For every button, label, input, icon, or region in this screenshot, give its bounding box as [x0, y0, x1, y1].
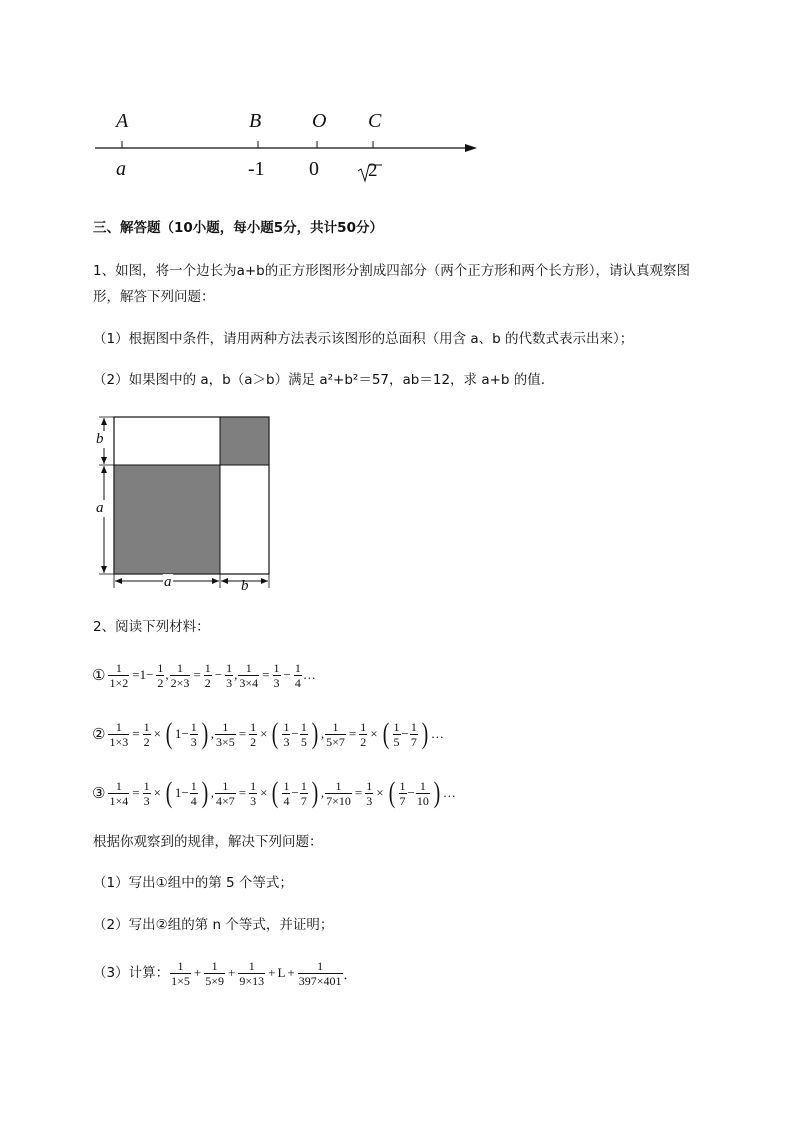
value-b-label: -1 — [248, 158, 265, 180]
q1-sub1: （1）根据图中条件，请用两种方法表示该图形的总面积（用含 a、b 的代数式表示出来）； — [93, 331, 634, 347]
marker-2: ② — [92, 725, 106, 743]
ellipsis-2: … — [430, 726, 444, 741]
point-b-label: B — [249, 110, 262, 132]
q2-row3: ③ $\frac{1}{1\times 4}$ = $\frac{1}{3}$ × ( 1− $\frac{1}{4}$ ) , $\frac{1}{4\times 7}$ = $\frac{1}{3}$ × ( $\frac{1}{4}$ − $\frac{1}{7}$ ) , $\frac{1}{7\times 10}$ = $\frac{1}{3}$ × ( $\frac{1}{7}$ − $\frac{1}{10}$ ) … — [92, 776, 456, 809]
large-shaded-square — [114, 465, 220, 574]
point-o-label: O — [312, 110, 327, 132]
number-line-arrow — [465, 144, 477, 152]
value-o-label: 0 — [309, 158, 319, 180]
q2-sub3-label: （3）计算： — [93, 965, 170, 981]
period: ． — [343, 966, 357, 982]
q2-intro: 2、阅读下列材料： — [93, 619, 210, 635]
fig-label-b-left: b — [96, 431, 104, 447]
square-partition-figure — [92, 410, 282, 600]
value-a-label: a — [116, 158, 126, 180]
fig-label-a-bottom: a — [164, 574, 172, 590]
fig-label-b-bottom: b — [241, 578, 249, 594]
marker-1: ① — [92, 666, 106, 684]
q1-sub2: （2）如果图中的 a，b（a＞b）满足 a²+b²＝57，ab＝12，求 a+b 的值． — [93, 372, 555, 388]
q2-sub3: （3）计算： $\frac{1}{1\times 5}$ + $\frac{1}{5\times 9}$ + $\frac{1}{9\times 13}$ + L + $\frac{1}{397\times 401}$ ． — [93, 958, 357, 988]
q2-sub2: （2）写出②组的第 n 个等式，并证明； — [93, 917, 334, 933]
q2-sub1: （1）写出①组中的第 5 个等式； — [93, 875, 293, 891]
number-line-figure — [90, 105, 490, 190]
q2-rule: 根据你观察到的规律，解决下列问题： — [93, 834, 323, 850]
ellipsis-1: … — [302, 667, 316, 682]
small-shaded-square — [220, 417, 269, 465]
q2-row1: ① $\frac{1}{1\times 2}$ =1− $\frac{1}{2}$ , $\frac{1}{2\times 3}$ = $\frac{1}{2}$ − $\frac{1}{3}$ , $\frac{1}{3\times 4}$ = $\frac{1}{3}$ − $\frac{1}{4}$ … — [92, 660, 316, 690]
fig-label-a-left: a — [96, 500, 104, 516]
point-a-label: A — [116, 110, 129, 132]
marker-3: ③ — [92, 784, 106, 802]
ellipsis-L: L — [277, 965, 286, 980]
section-title: 三、解答题（10小题，每小题5分，共计50分） — [93, 220, 383, 236]
q1-line1: 1、如图，将一个边长为a+b的正方形图形分割成四部分（两个正方形和两个长方形），请认真观察图 — [93, 263, 690, 279]
value-c-label: 2 — [368, 160, 378, 181]
ellipsis-3: … — [442, 785, 456, 800]
q2-row2: ② $\frac{1}{1\times 3}$ = $\frac{1}{2}$ × ( 1− $\frac{1}{3}$ ) , $\frac{1}{3\times 5}$ = $\frac{1}{2}$ × ( $\frac{1}{3}$ − $\frac{1}{5}$ ) , $\frac{1}{5\times 7}$ = $\frac{1}{2}$ × ( $\frac{1}{5}$ − $\frac{1}{7}$ ) … — [92, 717, 444, 750]
point-c-label: C — [368, 110, 382, 132]
q1-line2: 形，解答下列问题： — [93, 289, 215, 305]
